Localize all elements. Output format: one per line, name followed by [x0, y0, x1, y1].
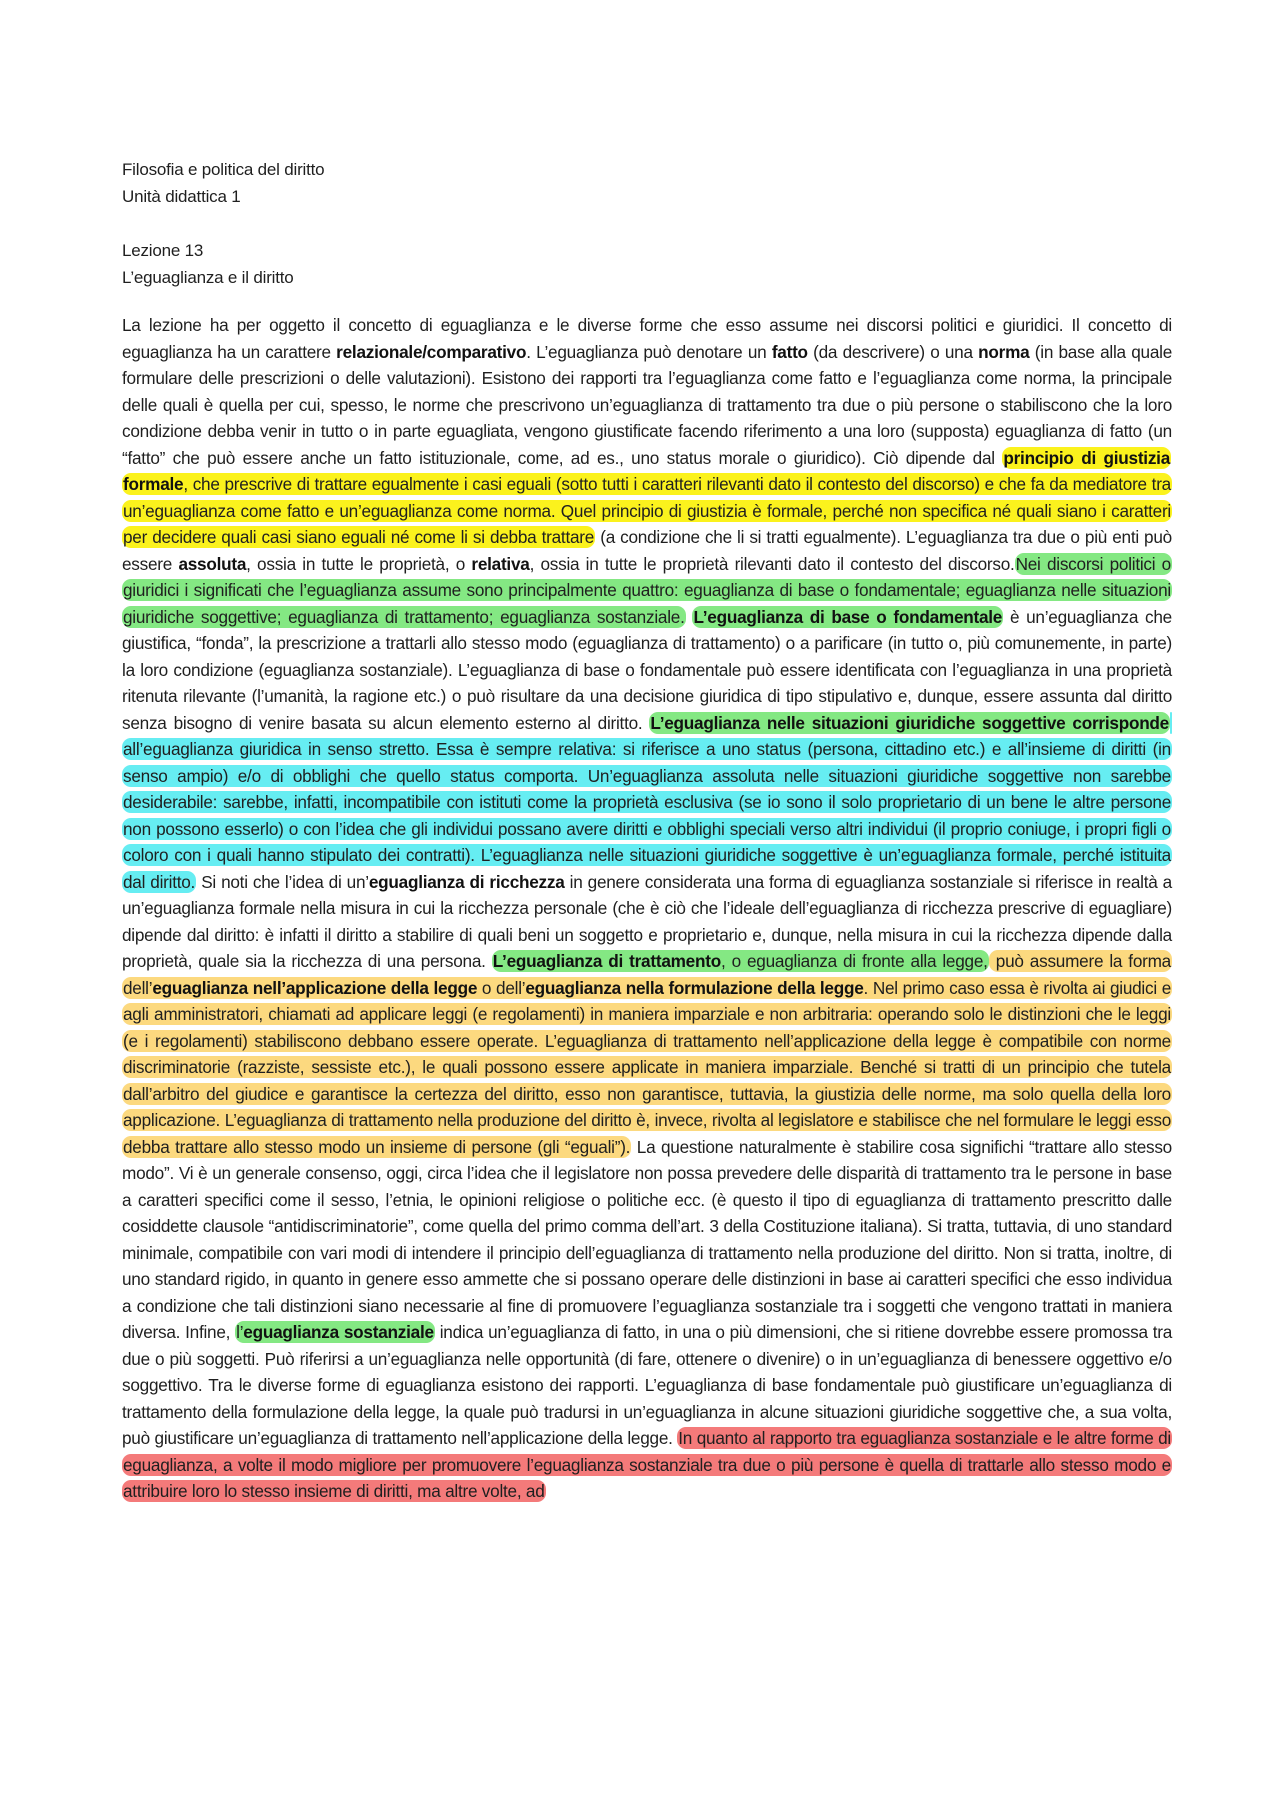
highlight-green: [492, 950, 989, 972]
text-run: , ossia in tutte le proprietà, o: [246, 553, 472, 574]
lesson-paragraph: [122, 312, 1172, 1505]
highlight-green: [649, 712, 1170, 734]
text-run: l’: [236, 1322, 244, 1342]
text-run: o dell’: [477, 977, 526, 998]
bold-term: eguaglianza nella formulazione della legge: [525, 977, 864, 998]
text-run: (in base alla quale formulare delle prescrizioni o delle valutazioni). Esistono dei rapporti tra l’eguaglianza come fatto e l’eguaglianza come norma, la principale delle quali è quella per cui, spesso, le norme che prescrivono un’eguaglianza di trattamento tra due o più persone o stabiliscono che la loro condizione debba venir in tutto o in parte eguagliata, vengono giustificate facendo riferimento a una loro (supposta) eguaglianza di fatto (un “fatto” che può essere anche un fatto istituzionale, come, ad es., uno status morale o giuridico). Ciò dipende dal: [122, 341, 1173, 468]
bold-term: L’eguaglianza nelle situazioni giuridiche soggettive corrisponde: [650, 712, 1169, 733]
text-run: (a condizione che li si tratti egualmente). L’eguaglianza tra due o più enti può essere: [122, 527, 1172, 574]
highlight-green: Nei discorsi politici o giuridici i significati che l’eguaglianza assume sono principalmente quattro: eguaglianza di base o fondamentale; eguaglianza nelle situazioni giuridiche soggettive; eguaglianza di trattamento; eguaglianza sostanziale.: [123, 553, 1171, 627]
text-run: (da descrivere) o una: [807, 341, 979, 362]
bold-term: L’eguaglianza di trattamento: [492, 951, 721, 971]
bold-term: norma: [978, 341, 1030, 362]
text-run: in genere considerata una forma di eguaglianza sostanziale si riferisce in realtà a un’eguaglianza formale nella misura in cui la ricchezza personale (che è ciò che l’ideale dell’eguaglianza di ricchezza prescrive di eguagliare) dipende dal diritto: è infatti il diritto a stabilire di quali beni un soggetto e proprietario e, dunque, nella misura in cui la ricchezza dipende dalla proprietà, quale sia la ricchezza di una persona.: [122, 871, 1172, 971]
header-spacer: [122, 210, 1172, 237]
highlight-green: [692, 606, 1003, 628]
highlight-green: [235, 1321, 435, 1343]
text-run: può assumere la forma dell’: [123, 951, 1171, 998]
highlight-orange: [122, 950, 1172, 1158]
course-title: Filosofia e politica del diritto: [122, 160, 325, 179]
bold-term: assoluta: [178, 553, 247, 574]
bold-term: principio di giustizia formale: [123, 447, 1170, 494]
highlight-cyan: all’eguaglianza giuridica in senso stretto. Essa è sempre relativa: si riferisce a uno status (persona, cittadino etc.) e all’insieme di diritti (in senso ampio) e/o di obblighi che quello status comporta. Un’eguaglianza assoluta nelle situazioni giuridiche soggettive non sarebbe desiderabile: sarebbe, infatti, incompatibile con istituti come la proprietà esclusiva (se io sono il solo proprietario di un bene le altre persone non possono esserlo) o con l’idea che gli individui possano avere diritti e obblighi speciali verso altri individui (il proprio coniuge, i propri figli o coloro con i quali hanno stipulato dei contratti). L’eguaglianza nelle situazioni giuridiche soggettive è un’eguaglianza formale, perché istituita dal diritto.: [122, 712, 1172, 893]
bold-term: fatto: [771, 341, 808, 362]
bold-term: eguaglianza sostanziale: [243, 1322, 434, 1342]
bold-term: eguaglianza nell’applicazione della legge: [152, 977, 478, 998]
lesson-number: Lezione 13: [122, 241, 204, 260]
lesson-title: L’eguaglianza e il diritto: [122, 268, 294, 287]
text-run: La questione naturalmente è stabilire cosa significhi “trattare allo stesso modo”. Vi è un generale consenso, oggi, circa l’idea che il legislatore non possa prevedere delle disparità di trattamento tra le persone in base a caratteri specifici come il sesso, l’etnia, le opinioni religiose o politiche ecc. (è questo il tipo di eguaglianza di trattamento prescritto dalle cosiddette clausole “antidiscriminatorie”, come quella del primo comma dell’art. 3 della Costituzione italiana). Si tratta, tuttavia, di uno standard minimale, compatibile con vari modi di intendere il principio dell’eguaglianza di trattamento nella produzione del diritto. Non si tratta, inoltre, di uno standard rigido, in quanto in genere esso ammette che si possano operare delle distinzioni in base ai caratteri specifici che esso individua a condizione che tali distinzioni siano necessarie al fine di promuovere l’eguaglianza sostanziale tra i soggetti che vengono trattati in maniera diversa. Infine,: [122, 1136, 1172, 1342]
text-run: . L’eguaglianza può denotare un: [526, 341, 772, 362]
text-run: indica un’eguaglianza di fatto, in una o più dimensioni, che si ritiene dovrebbe essere promossa tra due o più soggetti. Può riferirsi a un’eguaglianza nelle opportunità (di fare, ottenere o divenire) o in un’eguaglianza di benessere oggettivo e/o soggettivo. Tra le diverse forme di eguaglianza esistono dei rapporti. L’eguaglianza di base fondamentale può giustificare un’eguaglianza di trattamento della formulazione della legge, la quale può tradursi in un’eguaglianza in alcune situazioni giuridiche soggettive che, a sua volta, può giustificare un’eguaglianza di trattamento nell’applicazione della legge.: [122, 1322, 1173, 1448]
highlight-red: In quanto al rapporto tra eguaglianza sostanziale e le altre forme di eguaglianza, a volte il modo migliore per promuovere l’eguaglianza sostanziale tra due o più persone è quella di trattarle allo stesso modo e attribuire loro lo stesso insieme di diritti, ma altre volte, ad: [123, 1428, 1171, 1501]
text-run: Si noti che l’idea di un’: [196, 871, 369, 892]
document-header: [122, 156, 1172, 291]
text-run: , che prescrive di trattare egualmente i casi eguali (sotto tutti i caratteri rilevanti dato il contesto del discorso) e che fa da mediatore tra un’eguaglianza come fatto e un’eguaglianza come norma. Quel principio di giustizia è formale, perché non specifica né quali siano i caratteri per decidere quali casi siano eguali né come li si debba trattare: [123, 474, 1171, 547]
text-run: La lezione ha per oggetto il concetto di eguaglianza e le diverse forme che esso assume nei discorsi politici e giuridici. Il concetto di eguaglianza ha un carattere: [122, 315, 1172, 362]
bold-term: eguaglianza di ricchezza: [368, 871, 565, 892]
text-run: è un’eguaglianza che giustifica, “fonda”, la prescrizione a trattarli allo stesso modo (eguaglianza di trattamento) o a parificare (in tutto o, più comunemente, in parte) la loro condizione (eguaglianza sostanziale). L’eguaglianza di base o fondamentale può essere identificata con l’eguaglianza in una proprietà ritenuta rilevante (l’umanità, la ragione etc.) o può risultare da una decisione giuridica di tipo stipulativo e, dunque, essere assunta dal diritto senza bisogno di venire basata su alcun elemento esterno al diritto.: [122, 606, 1172, 733]
bold-term: relativa: [471, 553, 530, 574]
bold-term: L’eguaglianza di base o fondamentale: [693, 606, 1003, 627]
text-run: , o eguaglianza di fronte alla legge,: [720, 951, 988, 971]
text-run: . Nel primo caso essa è rivolta ai giudici e agli amministratori, chiamati ad applicare leggi (e regolamenti) in maniera imparziale e non arbitraria: operando solo le distinzioni che le leggi (e i regolamenti) stabiliscono debbano essere operate. L’eguaglianza di trattamento nell’applicazione della legge è compatibile con norme discriminatorie (razziste, sessiste etc.), le quali possono essere applicate in maniera imparziale. Benché si tratti di un principio che tutela dall’arbitro del giudice e garantisce la certezza del diritto, esso non garantisce, tuttavia, la giustizia delle norme, ma solo quella della loro applicazione. L’eguaglianza di trattamento nella produzione del diritto è, invece, rivolta al legislatore e stabilisce che nel formulare le leggi esso debba trattare allo stesso modo un insieme di persone (gli “eguali”).: [123, 977, 1172, 1157]
lesson-body: [122, 312, 1172, 1505]
text-run: , ossia in tutte le proprietà rilevanti dato il contesto del discorso.: [529, 553, 1015, 574]
bold-term: relazionale/comparativo: [336, 341, 527, 362]
unit-title: Unità didattica 1: [122, 187, 241, 206]
